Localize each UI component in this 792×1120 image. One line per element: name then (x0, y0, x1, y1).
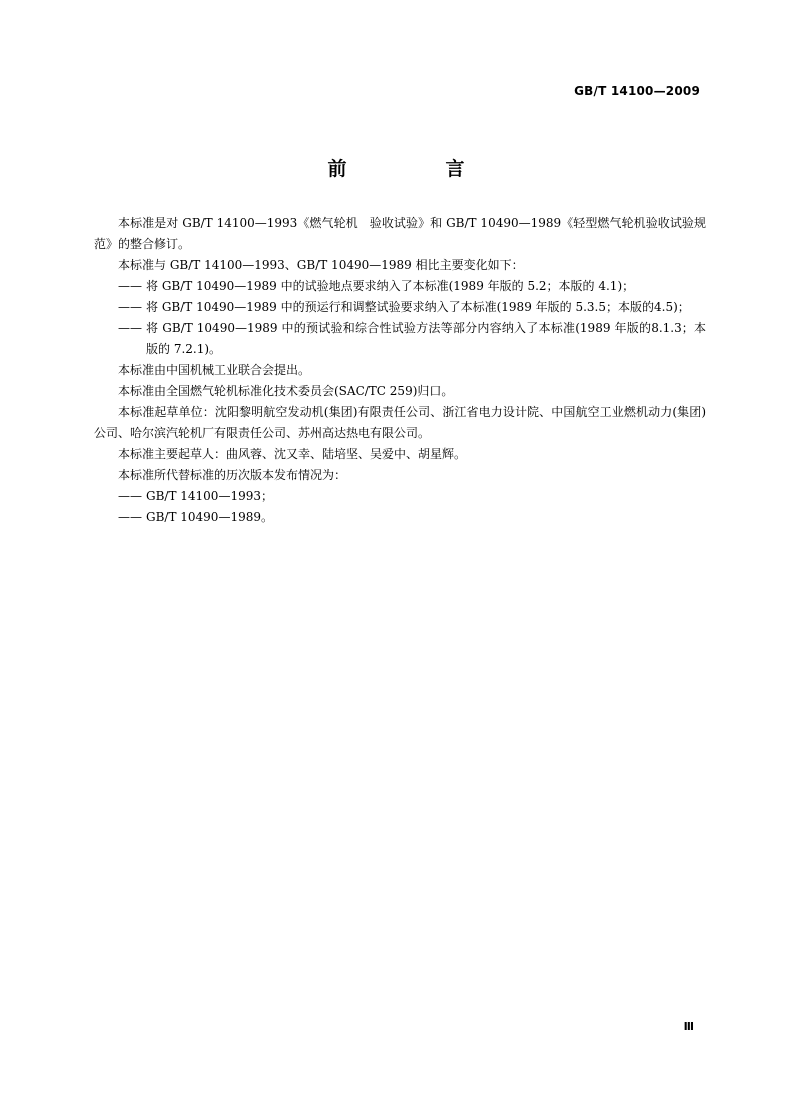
dash-mark: —— (118, 510, 142, 524)
dash-mark: —— (118, 300, 142, 314)
foreword-body (94, 213, 706, 528)
dash-mark: —— (118, 279, 142, 293)
change-item (94, 276, 706, 297)
history-item (94, 486, 706, 507)
history-item-text: GB/T 14100—1993； (146, 489, 273, 503)
page-title: 前 言 (327, 158, 505, 180)
change-item-text: 将 GB/T 10490—1989 中的预试验和综合性试验方法等部分内容纳入了本标准(1989 年版的8.1.3；本版的 7.2.1)。 (146, 321, 706, 356)
change-item (94, 318, 706, 360)
change-item-text: 将 GB/T 10490—1989 中的预运行和调整试验要求纳入了本标准(1989 年版的 5.3.5；本版的4.5)； (146, 300, 690, 314)
change-item (94, 297, 706, 318)
paragraph-drafting-units: 本标准起草单位：沈阳黎明航空发动机(集团)有限责任公司、浙江省电力设计院、中国航空工业燃机动力(集团)公司、哈尔滨汽轮机厂有限责任公司、苏州高达热电有限公司。 (94, 405, 706, 440)
dash-mark: —— (118, 489, 142, 503)
standard-number: GB/T 14100—2009 (574, 84, 700, 98)
dash-mark: —— (118, 321, 142, 335)
paragraph-proposer: 本标准由中国机械工业联合会提出。 (118, 363, 311, 377)
page-number: Ⅲ (683, 1020, 694, 1033)
paragraph-drafters: 本标准主要起草人：曲风蓉、沈又幸、陆培坚、吴爱中、胡星辉。 (118, 447, 467, 461)
paragraph-history-lead: 本标准所代替标准的历次版本发布情况为： (118, 468, 347, 482)
paragraph-changes-lead: 本标准与 GB/T 14100—1993、GB/T 10490—1989 相比主要变化如下： (118, 258, 524, 272)
change-item-text: 将 GB/T 10490—1989 中的试验地点要求纳入了本标准(1989 年版的 5.2；本版的 4.1)； (146, 279, 635, 293)
history-item (94, 507, 706, 528)
paragraph-intro: 本标准是对 GB/T 14100—1993《燃气轮机 验收试验》和 GB/T 10490—1989《轻型燃气轮机验收试验规范》的整合修订。 (94, 216, 706, 251)
history-item-text: GB/T 10490—1989。 (146, 510, 273, 524)
paragraph-committee: 本标准由全国燃气轮机标准化技术委员会(SAC/TC 259)归口。 (118, 384, 454, 398)
